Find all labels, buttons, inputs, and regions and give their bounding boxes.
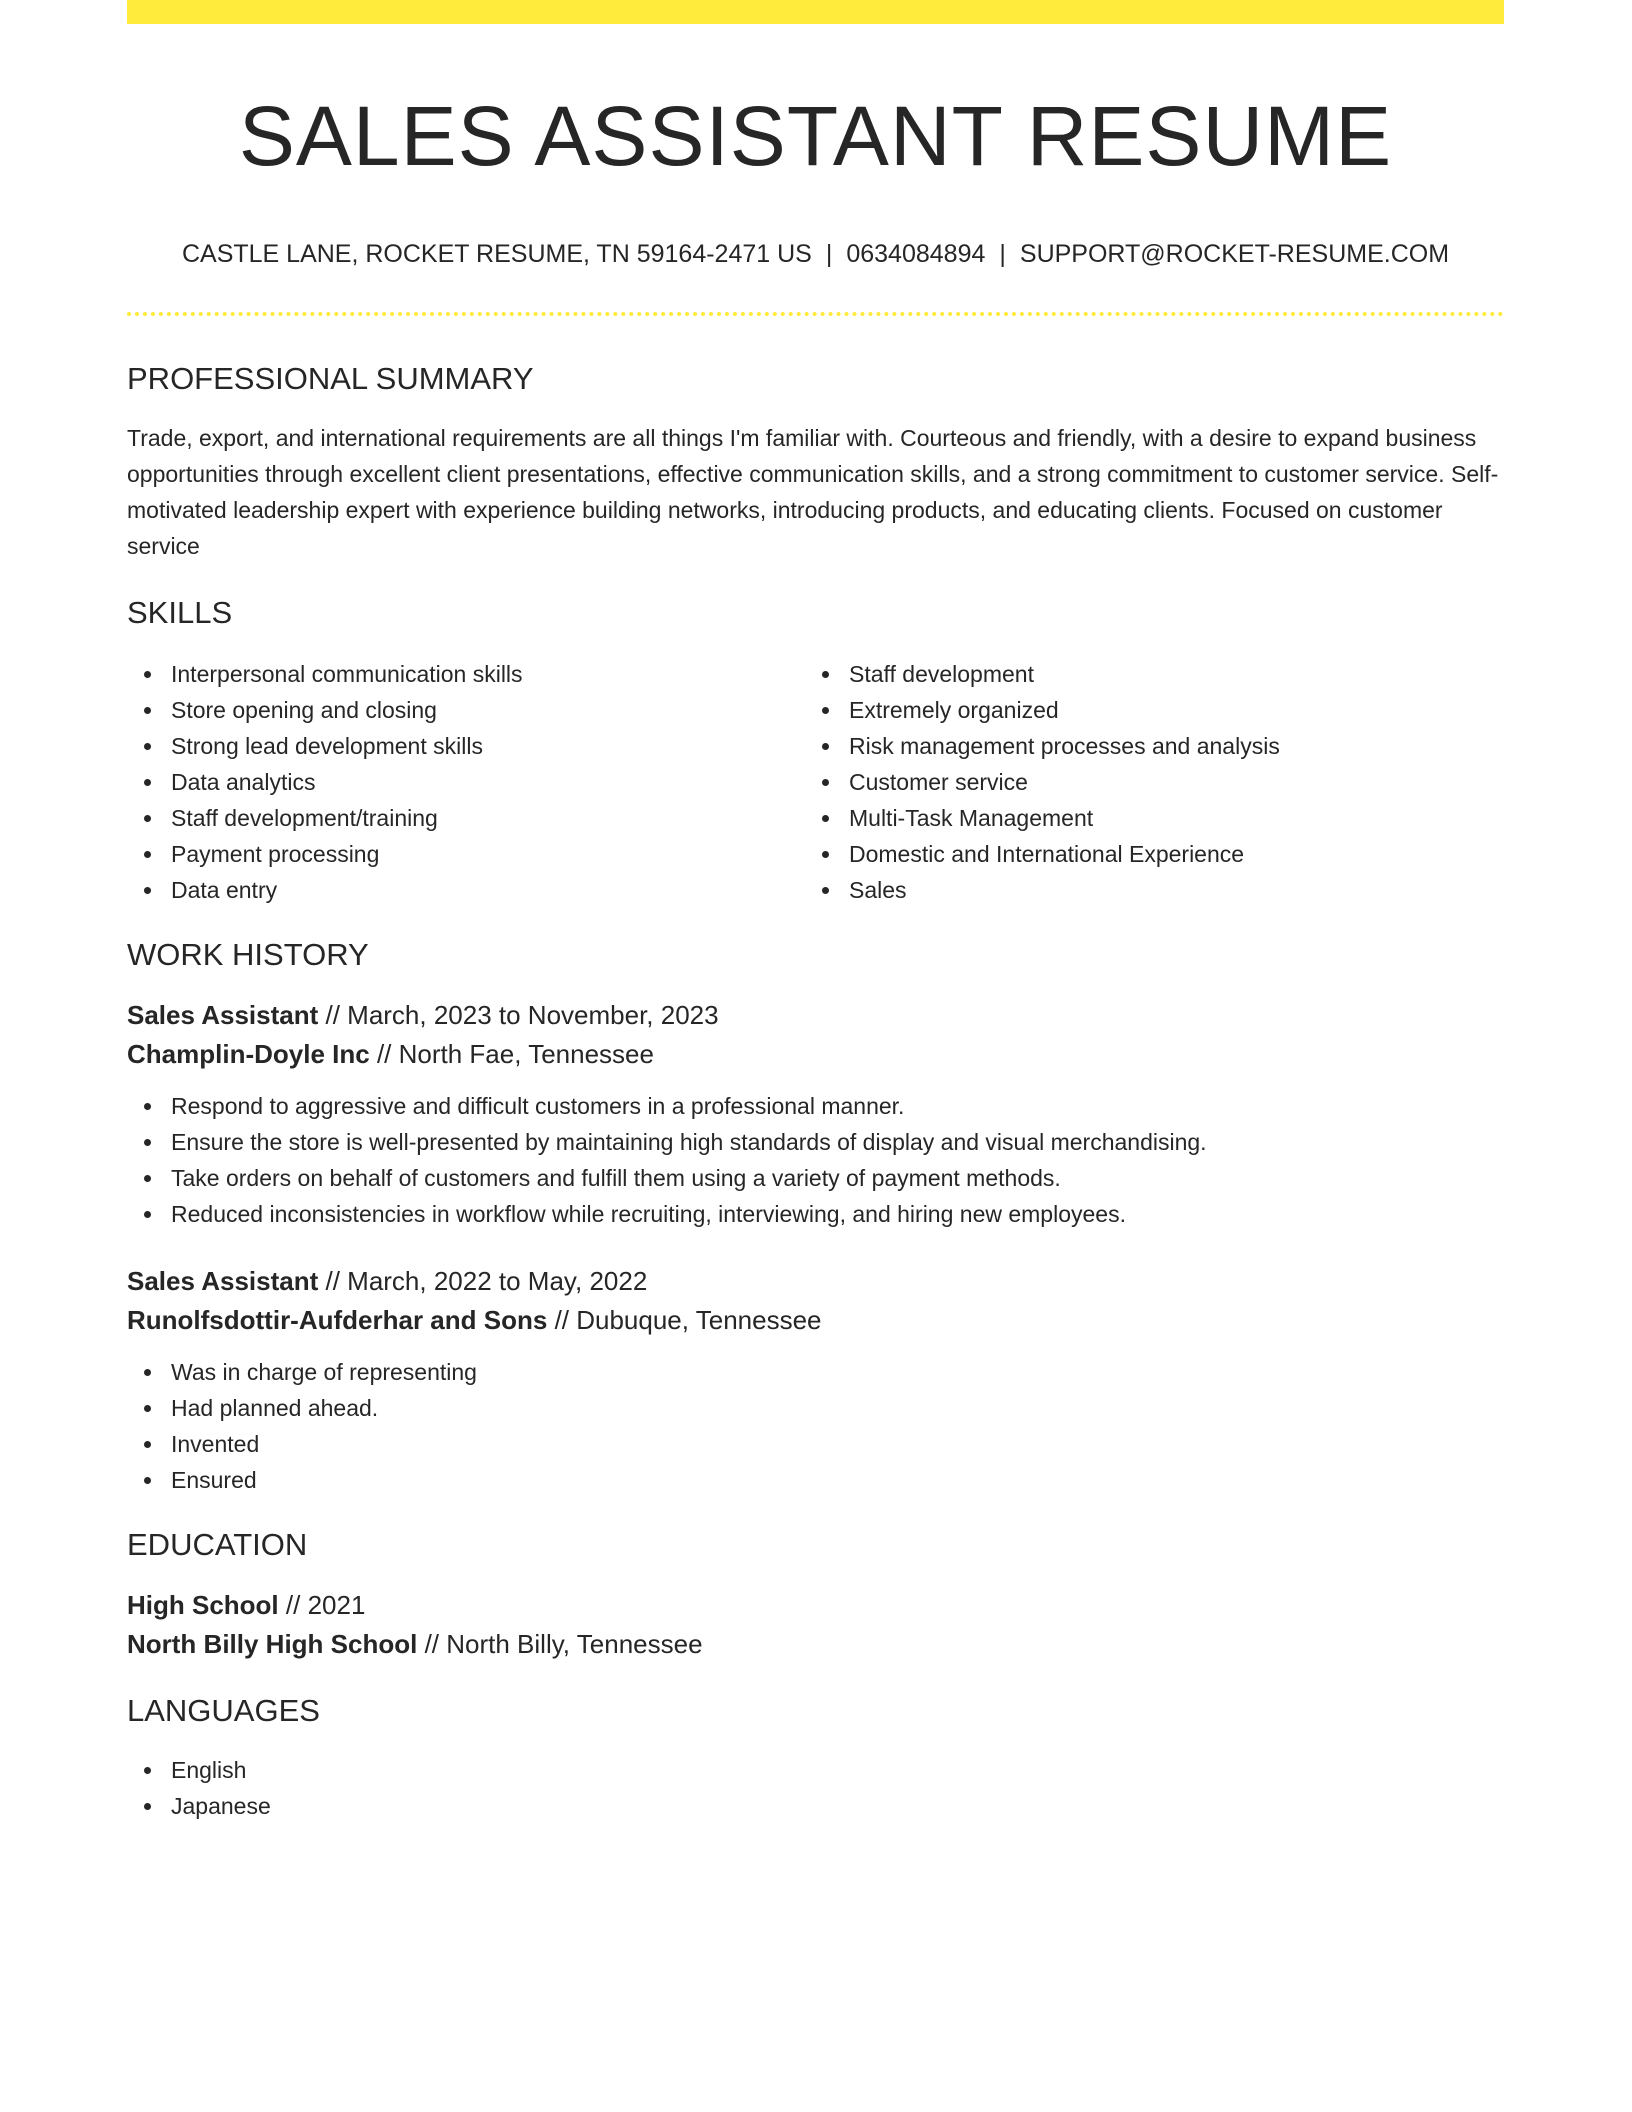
contact-address: CASTLE LANE, ROCKET RESUME, TN 59164-2471 US <box>181 240 812 268</box>
skill-item: Interpersonal communication skills <box>127 656 805 692</box>
job-duty: Invented <box>127 1426 1504 1462</box>
job-duty: Ensured <box>127 1462 1504 1498</box>
job-company: Runolfsdottir-Aufderhar and Sons <box>127 1305 548 1335</box>
summary-text: Trade, export, and international requirements are all things I'm familiar with. Courteous and friendly, with a desire to expand business opportunities through excellent client presentations, effective communication skills, and a strong commitment to customer service. Self-motivated leadership expert with experience building networks, introducing products, and educating clients. Focused on customer service <box>127 425 1499 559</box>
job-location: // North Fae, Tennessee <box>376 1039 654 1069</box>
job-duty: Take orders on behalf of customers and fulfill them using a variety of payment methods. <box>127 1160 1504 1196</box>
job-dates: // March, 2023 to November, 2023 <box>325 1000 719 1030</box>
skill-item: Risk management processes and analysis <box>805 728 1483 764</box>
skill-item: Sales <box>805 872 1483 908</box>
skill-item: Customer service <box>805 764 1483 800</box>
job-duties-list <box>127 1354 1504 1498</box>
job-title: Sales Assistant <box>127 1266 319 1296</box>
skills-columns <box>127 656 1504 908</box>
contact-separator: | <box>825 240 833 268</box>
job-duty: Was in charge of representing <box>127 1354 1504 1390</box>
education-year: // 2021 <box>285 1590 366 1620</box>
job-title-line <box>127 996 1504 1035</box>
job-company: Champlin-Doyle Inc <box>127 1039 370 1069</box>
skill-item: Domestic and International Experience <box>805 836 1483 872</box>
job-company-line <box>127 1301 1504 1340</box>
contact-phone: 0634084894 <box>846 240 986 268</box>
resume-page <box>127 0 1504 1824</box>
education-school: North Billy High School <box>127 1629 418 1659</box>
languages-list <box>127 1752 1504 1824</box>
skill-item: Payment processing <box>127 836 805 872</box>
dotted-divider <box>127 312 1504 316</box>
accent-top-bar <box>127 0 1504 24</box>
job-duty: Respond to aggressive and difficult customers in a professional manner. <box>127 1088 1504 1124</box>
language-item: English <box>127 1752 1504 1788</box>
contact-separator: | <box>999 240 1006 268</box>
education-degree: High School <box>127 1590 279 1620</box>
job-dates: // March, 2022 to May, 2022 <box>325 1266 648 1296</box>
skill-item: Store opening and closing <box>127 692 805 728</box>
skills-heading: SKILLS <box>127 595 233 630</box>
job-duty: Ensure the store is well-presented by maintaining high standards of display and visual merchandising. <box>127 1124 1504 1160</box>
education-location: // North Billy, Tennessee <box>424 1629 703 1659</box>
job-company-line <box>127 1035 1504 1074</box>
job-duties-list <box>127 1088 1504 1232</box>
skill-item: Strong lead development skills <box>127 728 805 764</box>
contact-line <box>127 238 1504 270</box>
skill-item: Data entry <box>127 872 805 908</box>
skill-item: Staff development/training <box>127 800 805 836</box>
skill-item: Extremely organized <box>805 692 1483 728</box>
languages-heading: LANGUAGES <box>127 1693 320 1728</box>
education-heading: EDUCATION <box>127 1527 308 1562</box>
job-title-line <box>127 1262 1504 1301</box>
skill-item: Data analytics <box>127 764 805 800</box>
skills-right-list <box>805 656 1483 908</box>
education-degree-line <box>127 1586 1504 1625</box>
job-title: Sales Assistant <box>127 1000 319 1030</box>
education-school-line <box>127 1625 1504 1664</box>
work-history-heading: WORK HISTORY <box>127 937 369 972</box>
language-item: Japanese <box>127 1788 1504 1824</box>
skills-left-list <box>127 656 805 908</box>
job-duty: Had planned ahead. <box>127 1390 1504 1426</box>
job-location: // Dubuque, Tennessee <box>554 1305 822 1335</box>
resume-title: SALES ASSISTANT RESUME <box>238 89 1393 183</box>
skill-item: Staff development <box>805 656 1483 692</box>
job-duty: Reduced inconsistencies in workflow while recruiting, interviewing, and hiring new employees. <box>127 1196 1504 1232</box>
summary-heading: PROFESSIONAL SUMMARY <box>127 361 534 396</box>
contact-email: SUPPORT@ROCKET-RESUME.COM <box>1019 240 1450 268</box>
skill-item: Multi-Task Management <box>805 800 1483 836</box>
